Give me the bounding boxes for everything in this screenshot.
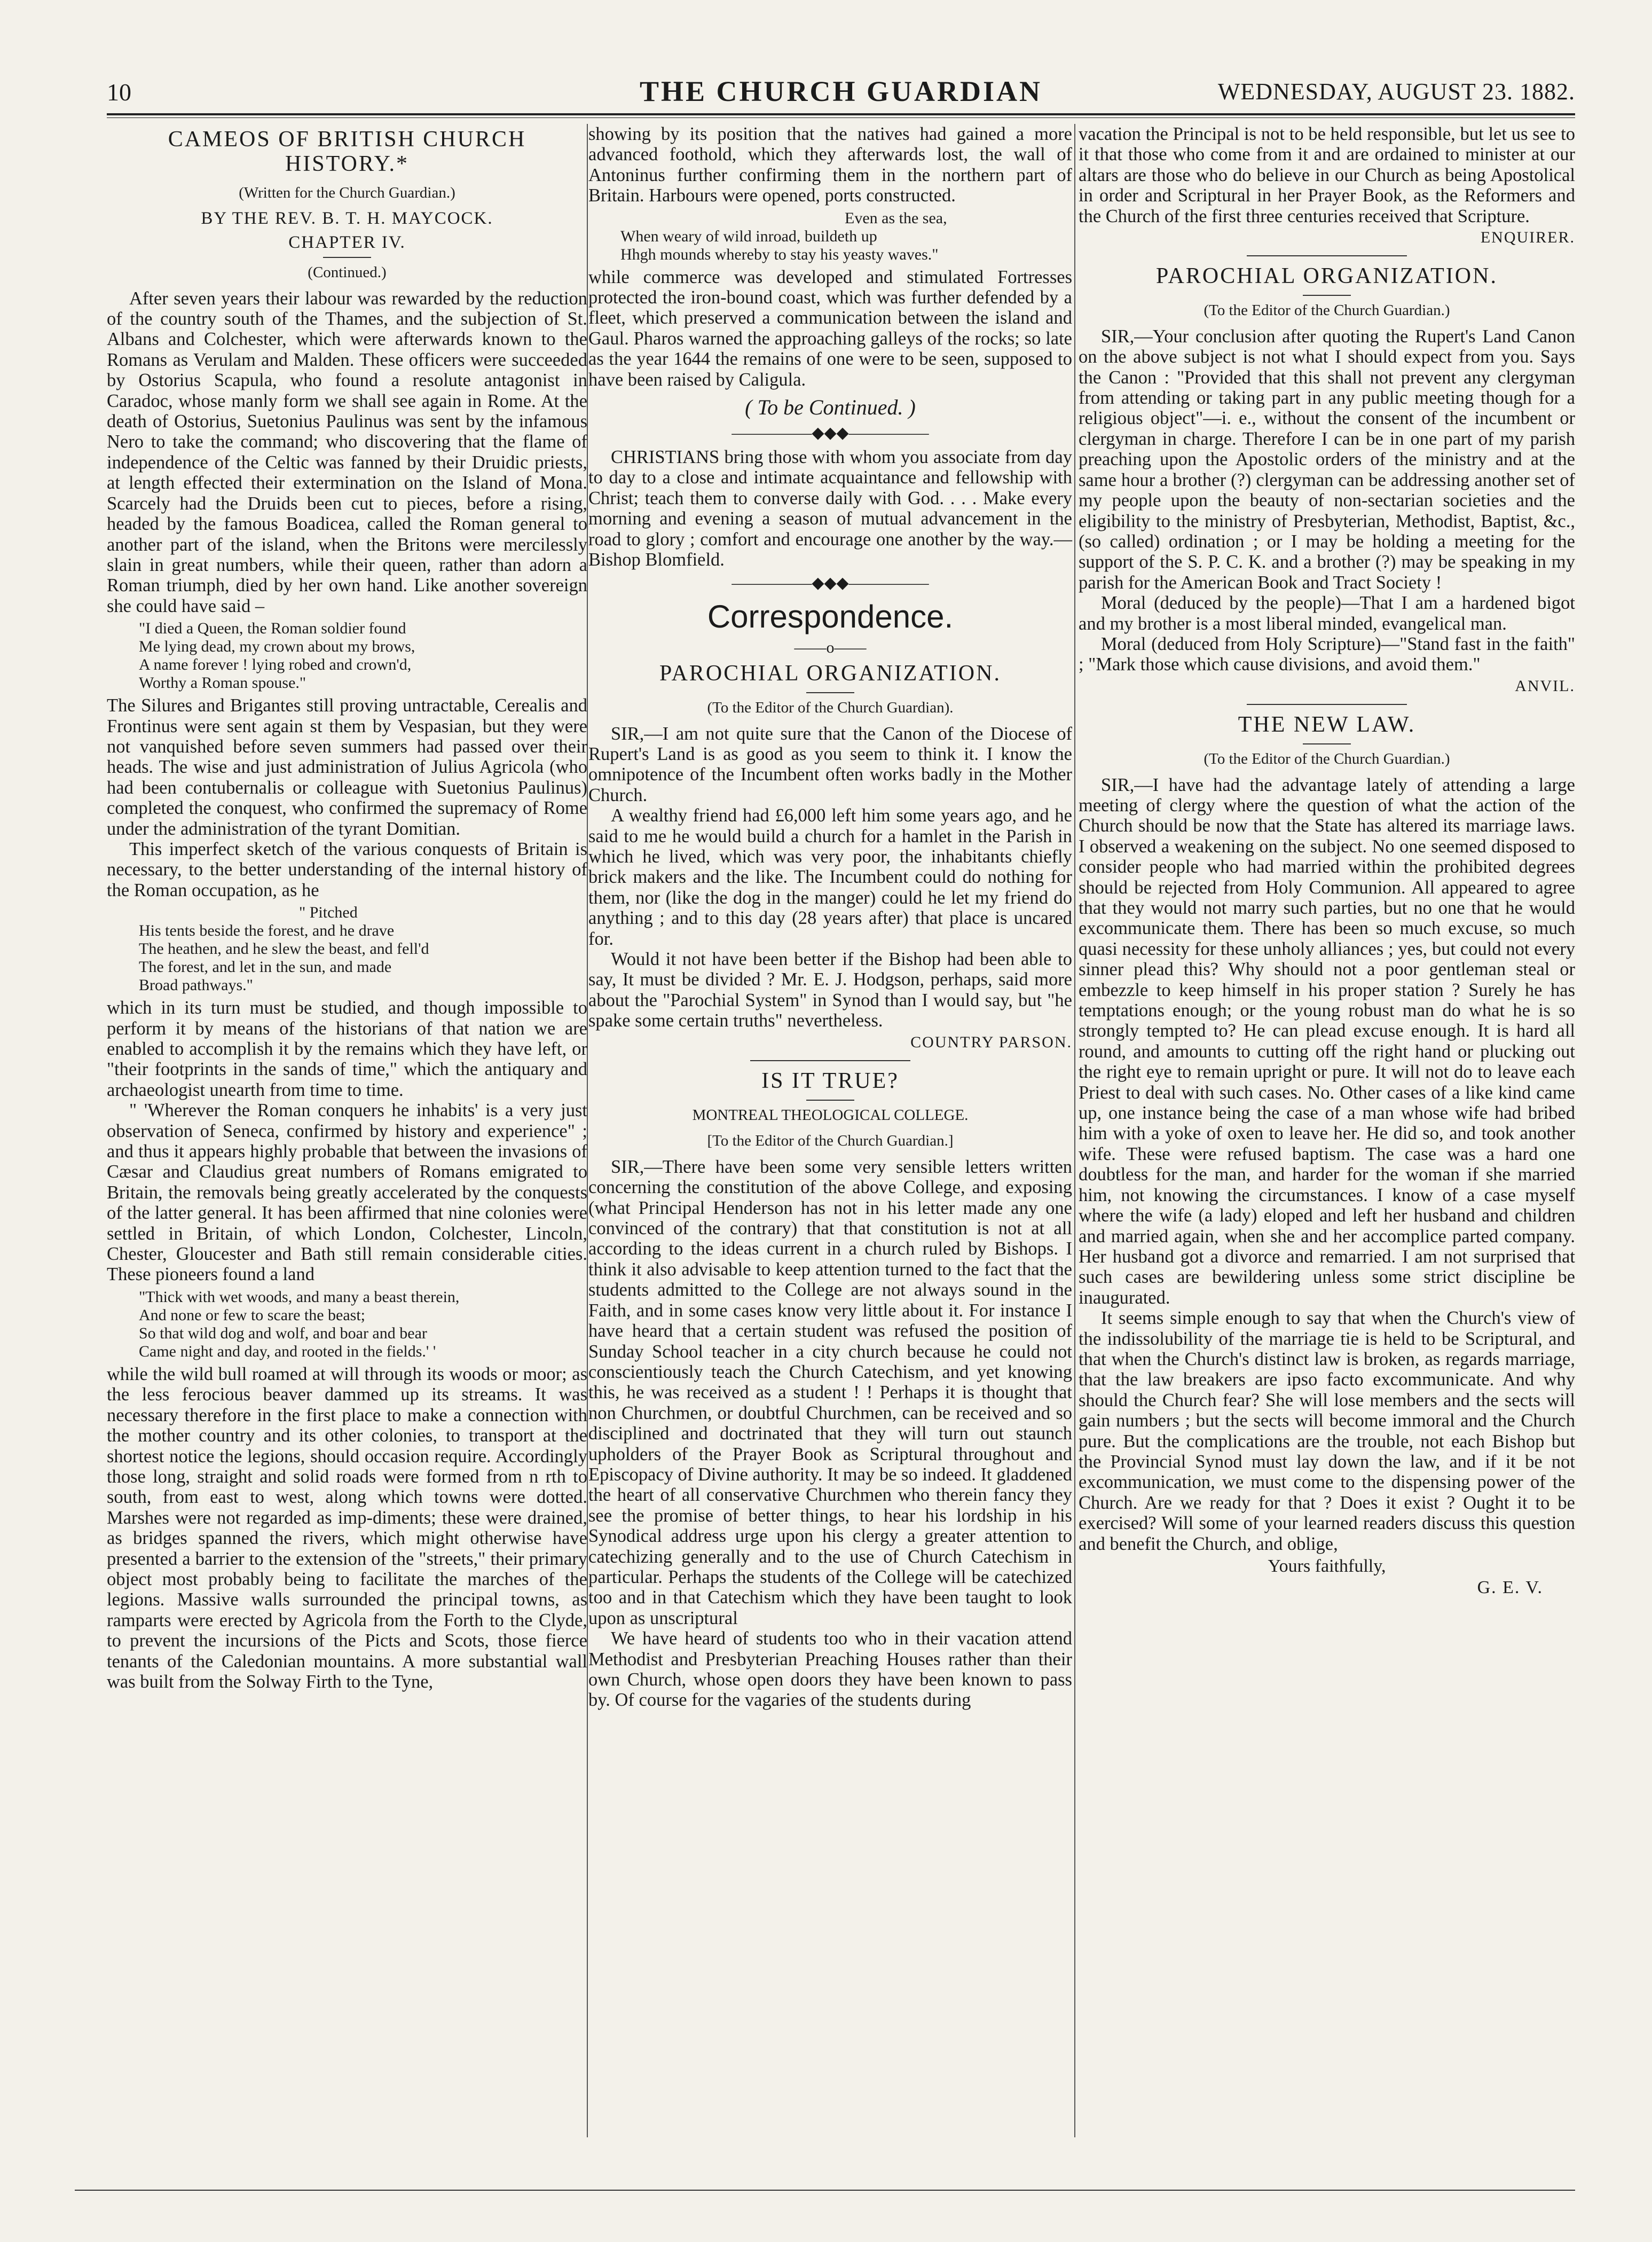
- article-written-for: (Written for the Church Guardian.): [239, 184, 455, 201]
- divider: [1247, 704, 1407, 705]
- divider: [750, 1060, 910, 1061]
- verse-line: Broad pathways.": [139, 976, 253, 994]
- to-be-continued: ( To be Continued. ): [745, 395, 916, 420]
- divider: [1303, 743, 1351, 744]
- paragraph: This imperfect sketch of the various conquests of Britain is necessary, to the better understanding of the internal history of the Roman occupation, as he: [107, 838, 587, 900]
- letter-signature: G. E. V.: [1477, 1578, 1543, 1598]
- article-title: CAMEOS OF BRITISH CHURCH HISTORY.*: [168, 127, 526, 176]
- page-number: 10: [107, 79, 131, 106]
- verse-line: "I died a Queen, the Roman soldier found: [139, 620, 406, 638]
- verse-line: "Thick with wet woods, and many a beast therein,: [139, 1288, 460, 1306]
- verse-line: So that wild dog and wolf, and boar and bear: [139, 1324, 427, 1342]
- chapter-heading: CHAPTER IV.: [288, 232, 406, 252]
- paragraph: A wealthy friend had £6,000 left him some years ago, and he said to me he would build a church for a hamlet in the Parish in which he lived, which was very poor, the inhabitants chiefly brick makers and the like. The Incumbent could do nothing for them, nor (like the dog in the manger) could he let my friend do anything ; and to this day (28 years after) that place is uncared for.: [588, 805, 1072, 949]
- issue-date: WEDNESDAY, AUGUST 23. 1882.: [1217, 79, 1575, 105]
- paragraph: which in its turn must be studied, and though impossible to perform it by means of the historians of that nation we are enabled to accomplish it by the remains which they have left, or "their footprints in the sands of time," which the antiquary and archaeologist unearth from time to time.: [107, 998, 587, 1100]
- to-editor-note: (To the Editor of the Church Guardian.): [1203, 750, 1450, 768]
- letter-closing: Yours faithfully,: [1268, 1556, 1386, 1576]
- paragraph: " 'Wherever the Roman conquers he inhabits' is a very just observation of Seneca, confirmed by history and experience" ; and thus it appears highly probable that between the invasions of Cæsar and Claudius great numbers of Romans emigrated to Britain, the removals being greatly accelerated by the conquests of the latter general. It has been affirmed that nine colonies were settled in Britain, of which London, Colchester, Lincoln, Chester, Gloucester and Bath still remain considerable cities. These pioneers found a land: [107, 1100, 587, 1285]
- verse-quote: [139, 1288, 587, 1361]
- continued-note: (Continued.): [308, 264, 387, 281]
- paragraph: while the wild bull roamed at will through its woods or moor; as the less ferocious beaver dammed up its streams. It was necessary therefore in the first place to make a connection with the mother country and its other colonies, to transport at the shortest notice the legions, should occasion require. Accordingly those long, straight and solid roads were formed from n rth to south, from east to west, along which towns were dotted. Marshes were not regarded as imp-diments; these were drained, as bridges spanned the rivers, which might otherwise have presented a barrier to the extension of the "streets," their primary object most probably being to facilitate the marches of the legions. Massive walls surrounded the principal towns, as ramparts were erected by Agricola from the Forth to the Clyde, to prevent the incursions of the Picts and Scots, those fierce tenants of the Caledonian mountains. A more substantial wall was built from the Solway Firth to the Tyne,: [107, 1363, 587, 1692]
- divider: [1247, 255, 1407, 256]
- column-2: [588, 124, 1072, 1711]
- to-editor-note: (To the Editor of the Church Guardian).: [707, 699, 954, 717]
- ornament-divider: —————◆◆◆—————: [731, 424, 929, 442]
- divider: [1303, 295, 1351, 296]
- column-3: [1079, 124, 1575, 1602]
- letter-title: THE NEW LAW.: [1238, 712, 1416, 738]
- verse-quote: [139, 904, 587, 994]
- divider: [806, 1100, 854, 1101]
- verse-line: And none or few to scare the beast;: [139, 1306, 366, 1324]
- verse-line: The heathen, and he slew the beast, and fell'd: [139, 940, 429, 958]
- footer-rule: [75, 2190, 1575, 2191]
- letter-signature: ANVIL.: [1515, 677, 1575, 695]
- paragraph: We have heard of students too who in their vacation attend Methodist and Presbyterian Preaching Houses rather than their own Church, whose open doors they have been known to pass by. Of course for the vagaries of the students during: [588, 1628, 1072, 1711]
- verse-line: A name forever ! lying robed and crown'd,: [139, 656, 412, 674]
- verse-line: His tents beside the forest, and he drave: [139, 922, 395, 940]
- divider: [806, 692, 854, 693]
- verse-quote: [139, 620, 587, 692]
- verse-line: Hhgh mounds whereby to stay his yeasty waves.": [620, 245, 939, 263]
- paragraph: After seven years their labour was rewarded by the reduction of the country south of the Thames, and the subjection of St. Albans and Colchester, which were afterwards known to the Romans as Verulam and Malden. These officers were succeeded by Ostorius Scapula, who found a resolute antagonist in Caradoc, whose manly form we shall see again in Rome. At the death of Ostorius, Suetonius Paulinus was sent by the infamous Nero to take the command; who discovering that the flame of independence of the Celtic was fanned by their Druidic priests, at length effected their extermination on the Island of Mona. Scarcely had the Druids been cut to pieces, before a rising, headed by the famous Boadicea, called the Roman general to another part of the island, when the Britons were mercilessly slain in great numbers, while their queen, rather than adorn a Roman triumph, died by her own hand. Like another sovereign she could have said –: [107, 288, 587, 616]
- ornament-divider: —————◆◆◆—————: [731, 574, 929, 592]
- letter-signature: COUNTRY PARSON.: [910, 1033, 1072, 1051]
- column-divider: [1074, 124, 1075, 2137]
- paragraph: Moral (deduced by the people)—That I am a hardened bigot and my brother is a most liberal minded, evangelical man.: [1079, 593, 1575, 634]
- to-editor-note: (To the Editor of the Church Guardian.): [1203, 302, 1450, 319]
- paragraph: SIR,—There have been some very sensible letters written concerning the constitution of the above College, and exposing (what Principal Henderson has not in his letter made any one convinced of the contrary) that that constitution is not at all according to the ideas current in a church ruled by Bishops. I think it also advisable to keep attention turned to the fact that the students admitted to the College are not always sound in the Faith, and in some cases know very little about it. For instance I have heard that a certain student was refused the position of Sunday School teacher in a city church because he could not conscientiously teach the Church Catechism, and yet knowing this, he was received as a student ! ! Perhaps it is thought that non Churchmen, or doubtful Churchmen, can be received and so disciplined and doctrinated that they will turn out staunch upholders of the Prayer Book as Scriptural throughout and Episcopacy of Divine authority. It may be so indeed. It gladdened the heart of all conservative Churchmen who therein fancy they see the promise of better things, to hear his lordship in his Synodical address urge upon his clergy a greater attention to catechizing generally and to the use of Church Catechism in particular. Perhaps the students of the College will be catechized too and in that Catechism which they have been taught to look upon as unscriptural: [588, 1156, 1072, 1628]
- verse-line: Worthy a Roman spouse.": [139, 674, 306, 692]
- article-byline: BY THE REV. B. T. H. MAYCOCK.: [201, 209, 493, 229]
- verse-line: Even as the sea,: [845, 209, 947, 227]
- divider-mark: o: [826, 638, 835, 656]
- paragraph: while commerce was developed and stimulated Fortresses protected the iron-bound coast, which was further defended by a fleet, which preserved a communication between the island and Gaul. Pharos warned the approaching galleys of the rocks; so late as the year 1644 the remains of one were to be seen, supposed to have been raised by Caligula.: [588, 266, 1072, 390]
- paragraph: Moral (deduced from Holy Scripture)—"Stand fast in the faith" ; "Mark those which cause divisions, and avoid them.": [1079, 633, 1575, 675]
- verse-line: The forest, and let in the sun, and made: [139, 958, 392, 976]
- letter-title: IS IT TRUE?: [761, 1069, 899, 1094]
- page-header: [107, 75, 1575, 109]
- divider: [323, 257, 371, 258]
- to-editor-note: [To the Editor of the Church Guardian.]: [707, 1132, 954, 1150]
- verse-line: " Pitched: [299, 904, 358, 922]
- letter-signature: ENQUIRER.: [1480, 229, 1575, 247]
- verse-line: When weary of wild inroad, buildeth up: [620, 227, 877, 245]
- letter-subtitle: MONTREAL THEOLOGICAL COLLEGE.: [692, 1107, 969, 1124]
- column-1: [107, 124, 587, 1692]
- paragraph: CHRISTIANS bring those with whom you associate from day to day to a close and intimate acquaintance and fellowship with Christ; teach them to converse daily with God. . . . Make every morning and evening a season of mutual advancement in the road to glory ; comfort and encourage one another by the way.—Bishop Blomfield.: [588, 446, 1072, 570]
- paragraph: showing by its position that the natives had gained a more advanced foothold, which they afterwards lost, the wall of Antoninus further confirming them in the northern part of Britain. Harbours were opened, ports constructed.: [588, 124, 1072, 206]
- letter-title: PAROCHIAL ORGANIZATION.: [659, 661, 1001, 686]
- masthead: THE CHURCH GUARDIAN: [639, 75, 1043, 107]
- paragraph: It seems simple enough to say that when the Church's view of the indissolubility of the marriage tie is held to be Scriptural, and that when the Church's distinct law is broken, as regards marriage, that the law breakers are ipso facto excommunicate. And why should the Church fear? She will lose members and the sects will gain numbers ; but the sects will become immoral and the Church pure. But the complications are the trouble, not each Bishop but the Provincial Synod must lay down the law, and if it be not excommunication, we must come to the dispensing power of the Church. Are we ready for that ? Does it exist ? Ought it to be exercised? Will some of your learned readers discuss this question and benefit the Church, and oblige,: [1079, 1308, 1575, 1554]
- verse-line: Came night and day, and rooted in the fields.' ': [139, 1342, 436, 1360]
- header-rule-thin: [107, 117, 1575, 118]
- paragraph: vacation the Principal is not to be held responsible, but let us see to it that those who come from it and are ordained to minister at our altars are those who do believe in our Church as being Apostolical in order and Scriptural in her Prayer Book, as the Reformers and the Church of the first three centuries received that Scripture.: [1079, 124, 1575, 226]
- verse-line: Me lying dead, my crown about my brows,: [139, 638, 415, 656]
- verse-quote: [620, 209, 1072, 264]
- ornament-divider: ——o——: [794, 638, 867, 656]
- letter-title: PAROCHIAL ORGANIZATION.: [1156, 264, 1498, 289]
- paragraph: SIR,—I have had the advantage lately of attending a large meeting of clergy where the question of what the action of the Church should be now that the State has altered its marriage laws. I observed a weakening on the subject. No one seemed disposed to consider people who had married within the prohibited degrees should be rejected from Holy Communion. All appeared to agree that they would not marry such parties, but no one that he would excommunicate them. There has been so much excuse, so much quasi necessity for these unholy alliances ; yes, but could not every sinner plead this? Why should not a poor gentleman steal or embezzle to keep himself in his proper station ? Surely he has temptations enough; or the young robust man do what he is so strongly tempted to? He can plead excuse enough. It is hard all round, and amounts to cutting off the right hand or plucking out the right eye to remain upright or pure. It will not do to leave each Priest to deal with such cases. No. Other cases of a like kind came up, one instance being the case of a man whose wife had bribed him with a yoke of oxen to leave her. He did so, and took another wife. These were refused baptism. The case was a hard one doubtless for the man, and harder for the woman if she married him, not knowing the circumstances. I know of a case myself where the wife (a lady) eloped and left her husband and children and married again, when she and her accomplice parted company. Her husband got a divorce and remarried. I am not surprised that such cases are bewildering unless some strict discipline be inaugurated.: [1079, 774, 1575, 1308]
- section-heading-correspondence: Correspondence.: [707, 598, 954, 634]
- header-rule-thick: [107, 113, 1575, 115]
- paragraph: SIR,—Your conclusion after quoting the Rupert's Land Canon on the above subject is not what I should expect from you. Says the Canon : "Provided that this shall not prevent any clergyman from attending or taking part in any public meeting though for a religious object"—i. e., without the consent of the incumbent or clergyman in charge. Therefore I can be in one part of my parish preaching upon the Apostolic orders of the ministry and at the same hour a brother (?) clergyman can be addressing another set of my people upon the beauty of non-sectarian societies and the eligibility to the ministry of Presbyterian, Methodist, Baptist, &c., (so called) ordination ; or I may be holding a meeting for the support of the S. P. C. K. and a brother (?) may be speaking in my parish for the American Book and Tract Society !: [1079, 326, 1575, 593]
- paragraph: Would it not have been better if the Bishop had been able to say, It must be divided ? Mr. E. J. Hodgson, perhaps, said more about the "Parochial System" in Synod than I would say, but "he spake some certain truths" nevertheless.: [588, 949, 1072, 1031]
- paragraph: The Silures and Brigantes still proving untractable, Cerealis and Frontinus were sent again st them by Vespasian, but they were not vanquished before seven summers had passed over their heads. The wise and just administration of Julius Agricola (who had been contubernalis or colleague with Suetonius Paulinus) completed the conquest, who confirmed the supremacy of Rome under the administration of the tyrant Domitian.: [107, 695, 587, 839]
- paragraph: SIR,—I am not quite sure that the Canon of the Diocese of Rupert's Land is as good as you seem to think it. I know the omnipotence of the Incumbent often works badly in the Mother Church.: [588, 723, 1072, 805]
